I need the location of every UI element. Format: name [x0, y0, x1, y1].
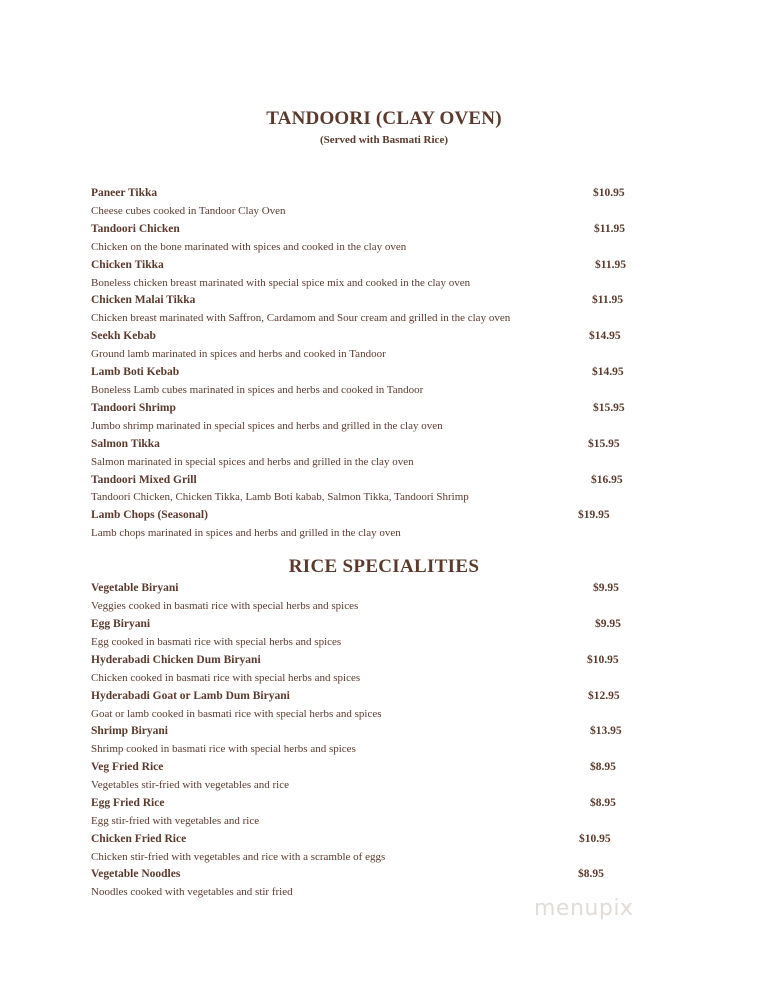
- tandoori-section-subtitle: (Served with Basmati Rice): [319, 134, 448, 146]
- menu-item-description: Goat or lamb cooked in basmati rice with special herbs and spices: [91, 708, 382, 720]
- menu-item-description: Boneless Lamb cubes marinated in spices and herbs and cooked in Tandoor: [91, 384, 424, 396]
- menu-item-description: Lamb chops marinated in spices and herbs and grilled in the clay oven: [91, 527, 401, 539]
- menu-item-price: $10.95: [587, 654, 619, 666]
- menu-item-price: $11.95: [595, 259, 626, 271]
- menu-item-name: Egg Fried Rice: [91, 797, 165, 809]
- menu-item-price: $8.95: [578, 868, 604, 880]
- menu-item-name: Tandoori Chicken: [91, 223, 180, 235]
- menu-item-price: $19.95: [578, 509, 610, 521]
- menupix-watermark: menupix: [534, 896, 634, 921]
- menu-item-description: Chicken on the bone marinated with spices and cooked in the clay oven: [91, 241, 407, 253]
- menu-item-price: $13.95: [590, 725, 622, 737]
- menu-item-name: Tandoori Shrimp: [91, 402, 176, 414]
- menu-item-price: $15.95: [588, 438, 620, 450]
- menu-item-description: Jumbo shrimp marinated in special spices and herbs and grilled in the clay oven: [91, 420, 443, 432]
- menu-item-name: Hyderabadi Chicken Dum Biryani: [91, 654, 261, 666]
- menu-item-description: Vegetables stir-fried with vegetables and rice: [91, 779, 290, 791]
- menu-item-name: Hyderabadi Goat or Lamb Dum Biryani: [91, 690, 290, 702]
- menu-item-description: Chicken breast marinated with Saffron, Cardamom and Sour cream and grilled in the clay oven: [91, 312, 511, 324]
- menu-item-name: Salmon Tikka: [91, 438, 160, 450]
- menu-item-name: Egg Biryani: [91, 618, 151, 630]
- menu-item-name: Paneer Tikka: [91, 187, 158, 199]
- menu-item-description: Veggies cooked in basmati rice with special herbs and spices: [91, 600, 359, 612]
- menu-item-name: Vegetable Noodles: [91, 868, 181, 880]
- menu-item-name: Seekh Kebab: [91, 330, 156, 342]
- menu-item-price: $16.95: [591, 474, 623, 486]
- menu-item-price: $14.95: [589, 330, 621, 342]
- menu-item-name: Chicken Tikka: [91, 259, 164, 271]
- menu-item-description: Tandoori Chicken, Chicken Tikka, Lamb Boti kabab, Salmon Tikka, Tandoori Shrimp: [91, 491, 469, 503]
- menu-item-price: $9.95: [595, 618, 621, 630]
- menu-item-name: Vegetable Biryani: [91, 582, 179, 594]
- menu-item-description: Shrimp cooked in basmati rice with special herbs and spices: [91, 743, 356, 755]
- menu-item-description: Salmon marinated in special spices and herbs and grilled in the clay oven: [91, 456, 414, 468]
- menu-item-price: $14.95: [592, 366, 624, 378]
- tandoori-section-title: TANDOORI (CLAY OVEN): [266, 108, 502, 129]
- menu-item-price: $9.95: [593, 582, 619, 594]
- menu-item-name: Lamb Boti Kebab: [91, 366, 180, 378]
- menu-item-name: Chicken Malai Tikka: [91, 294, 196, 306]
- menu-item-name: Chicken Fried Rice: [91, 833, 187, 845]
- menu-item-description: Chicken stir-fried with vegetables and rice with a scramble of eggs: [91, 851, 386, 863]
- menu-item-price: $12.95: [588, 690, 620, 702]
- menu-item-price: $8.95: [590, 761, 616, 773]
- menu-item-name: Veg Fried Rice: [91, 761, 164, 773]
- menu-item-description: Boneless chicken breast marinated with special spice mix and cooked in the clay oven: [91, 277, 471, 289]
- menu-item-description: Egg stir-fried with vegetables and rice: [91, 815, 260, 827]
- menu-item-description: Noodles cooked with vegetables and stir fried: [91, 886, 293, 898]
- menu-item-description: Ground lamb marinated in spices and herbs and cooked in Tandoor: [91, 348, 386, 360]
- menu-item-price: $11.95: [592, 294, 623, 306]
- menu-item-description: Egg cooked in basmati rice with special herbs and spices: [91, 636, 342, 648]
- menu-item-description: Cheese cubes cooked in Tandoor Clay Oven: [91, 205, 286, 217]
- menu-item-price: $8.95: [590, 797, 616, 809]
- menu-item-price: $10.95: [579, 833, 611, 845]
- menu-item-name: Tandoori Mixed Grill: [91, 474, 197, 486]
- menu-item-price: $11.95: [594, 223, 625, 235]
- menu-item-description: Chicken cooked in basmati rice with special herbs and spices: [91, 672, 361, 684]
- rice-section-title: RICE SPECIALITIES: [288, 556, 480, 577]
- menu-item-name: Lamb Chops (Seasonal): [91, 509, 208, 521]
- menu-item-price: $15.95: [593, 402, 625, 414]
- menu-item-name: Shrimp Biryani: [91, 725, 169, 737]
- menu-item-price: $10.95: [593, 187, 625, 199]
